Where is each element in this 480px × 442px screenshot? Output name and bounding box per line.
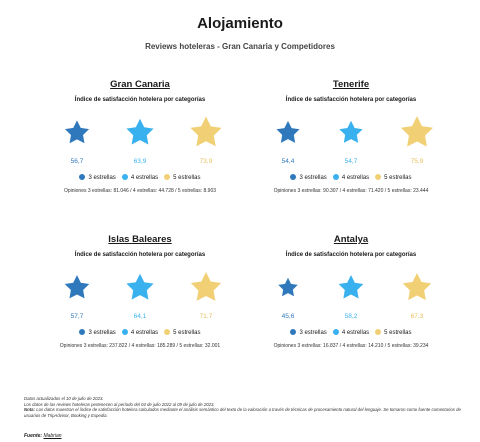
legend-item-3	[79, 329, 115, 336]
legend	[251, 329, 451, 336]
legend-item-4	[122, 174, 158, 181]
panel-tenerife	[251, 79, 451, 214]
star-mark-3	[65, 275, 90, 298]
opinions-count: Opiniones 3 estrellas: 90.307 / 4 estrellas: 71.420 / 5 estrellas: 23.444	[273, 188, 429, 194]
star-chart	[40, 109, 240, 167]
legend-label: 3 estrellas	[88, 330, 116, 336]
panel-gran-canaria	[40, 79, 240, 214]
legend-item-5	[375, 174, 411, 181]
note-label: Nota:	[24, 407, 35, 413]
legend-label: 3 estrellas	[88, 175, 116, 181]
legend-label: 5 estrellas	[173, 330, 201, 336]
legend-item-3	[79, 174, 115, 181]
source-label: Fuente:	[24, 433, 43, 439]
value-label-5: 67,3	[410, 313, 424, 320]
footnote-note	[24, 407, 464, 418]
legend-dot	[333, 329, 339, 335]
chart-title: Índice de satisfacción hotelera por categorías	[74, 97, 206, 103]
page-subtitle: Reviews hoteleras - Gran Canaria y Competidores	[145, 42, 335, 51]
legend-label: 5 estrellas	[173, 175, 201, 181]
legend-dot	[290, 329, 296, 335]
value-label-3: 57,7	[70, 313, 84, 320]
star-mark-5	[403, 273, 432, 300]
footnote-updated: Datos actualizados el 10 de julio de 2023.	[24, 396, 104, 401]
opinions-count: Opiniones 3 estrellas: 81.046 / 4 estrellas: 44.728 / 5 estrellas: 8.903	[63, 188, 217, 194]
panel-title: Gran Canaria	[110, 79, 170, 90]
star-mark-5	[191, 272, 221, 301]
star-chart	[251, 264, 451, 322]
legend-item-5	[164, 174, 200, 181]
source	[24, 433, 62, 439]
legend-label: 5 estrellas	[384, 330, 412, 336]
legend-item-5	[375, 329, 411, 336]
legend	[40, 174, 240, 181]
legend-item-4	[122, 329, 158, 336]
legend-label: 3 estrellas	[299, 175, 327, 181]
legend-dot	[122, 329, 128, 335]
chart-title: Índice de satisfacción hotelera por categorías	[285, 97, 417, 103]
legend-dot	[290, 174, 296, 180]
page-title: Alojamiento	[197, 15, 283, 32]
chart-title: Índice de satisfacción hotelera por categorías	[74, 252, 206, 258]
value-label-4: 58,2	[344, 313, 358, 320]
value-label-3: 54,4	[281, 158, 295, 165]
legend-item-4	[333, 329, 369, 336]
legend	[40, 329, 240, 336]
value-label-4: 54,7	[344, 158, 358, 165]
panel-title: Islas Baleares	[108, 234, 172, 245]
opinions-count: Opiniones 3 estrellas: 237.822 / 4 estrellas: 185.289 / 5 estrellas: 32.001	[59, 343, 221, 349]
star-mark-3	[278, 278, 297, 297]
star-mark-4	[126, 274, 153, 300]
value-label-5: 71,7	[199, 313, 213, 320]
value-label-5: 75,9	[410, 158, 424, 165]
legend-dot	[79, 174, 85, 180]
star-mark-3	[65, 120, 89, 143]
legend-label: 4 estrellas	[341, 330, 370, 336]
panel-islas-baleares	[40, 234, 240, 369]
star-mark-4	[339, 275, 364, 299]
legend-item-3	[290, 329, 326, 336]
legend-dot	[164, 174, 170, 180]
legend-dot	[122, 174, 128, 180]
legend-item-5	[164, 329, 200, 336]
panel-antalya	[251, 234, 451, 369]
legend-label: 4 estrellas	[130, 330, 159, 336]
legend-dot	[375, 174, 381, 180]
legend	[251, 174, 451, 181]
value-label-4: 63,9	[133, 158, 147, 165]
value-label-5: 73,9	[199, 158, 213, 165]
star-chart	[251, 109, 451, 167]
legend-item-4	[333, 174, 369, 181]
value-label-3: 56,7	[70, 158, 84, 165]
panel-title: Tenerife	[332, 79, 370, 90]
opinions-count: Opiniones 3 estrellas: 16.837 / 4 estrellas: 14.210 / 5 estrellas: 39.234	[273, 343, 429, 349]
star-mark-4	[126, 119, 153, 145]
legend-dot	[375, 329, 381, 335]
footnote-period: Los datos de las reviews hoteleras pertenecen al período del 04 de julio 2022 al 09 de julio de 2023.	[24, 401, 215, 407]
note-text: Los datos muestran el índice de satisfacción hotelera calculados mediante el análisis semántico del texto de la valoración a través de técnicas de procesamiento natural del lenguaje. Se tomaron como fuente comentarios de usuarios de TripAdvisor, Booking y Expedia.	[24, 407, 461, 418]
legend-dot	[333, 174, 339, 180]
legend-label: 4 estrellas	[130, 175, 159, 181]
legend-item-3	[290, 174, 326, 181]
value-label-4: 64,1	[133, 313, 147, 320]
star-mark-5	[190, 117, 221, 147]
chart-title: Índice de satisfacción hotelera por categorías	[285, 252, 417, 258]
star-mark-5	[401, 116, 433, 147]
source-link[interactable]: Mabrian	[43, 433, 62, 439]
legend-label: 4 estrellas	[341, 175, 370, 181]
star-mark-3	[276, 121, 299, 143]
panel-title: Antalya	[333, 234, 369, 245]
star-chart	[40, 264, 240, 322]
value-label-3: 45,6	[281, 313, 295, 320]
legend-label: 5 estrellas	[384, 175, 412, 181]
footnotes	[24, 396, 464, 418]
star-mark-4	[339, 121, 362, 143]
legend-dot	[164, 329, 170, 335]
legend-label: 3 estrellas	[299, 330, 327, 336]
legend-dot	[79, 329, 85, 335]
